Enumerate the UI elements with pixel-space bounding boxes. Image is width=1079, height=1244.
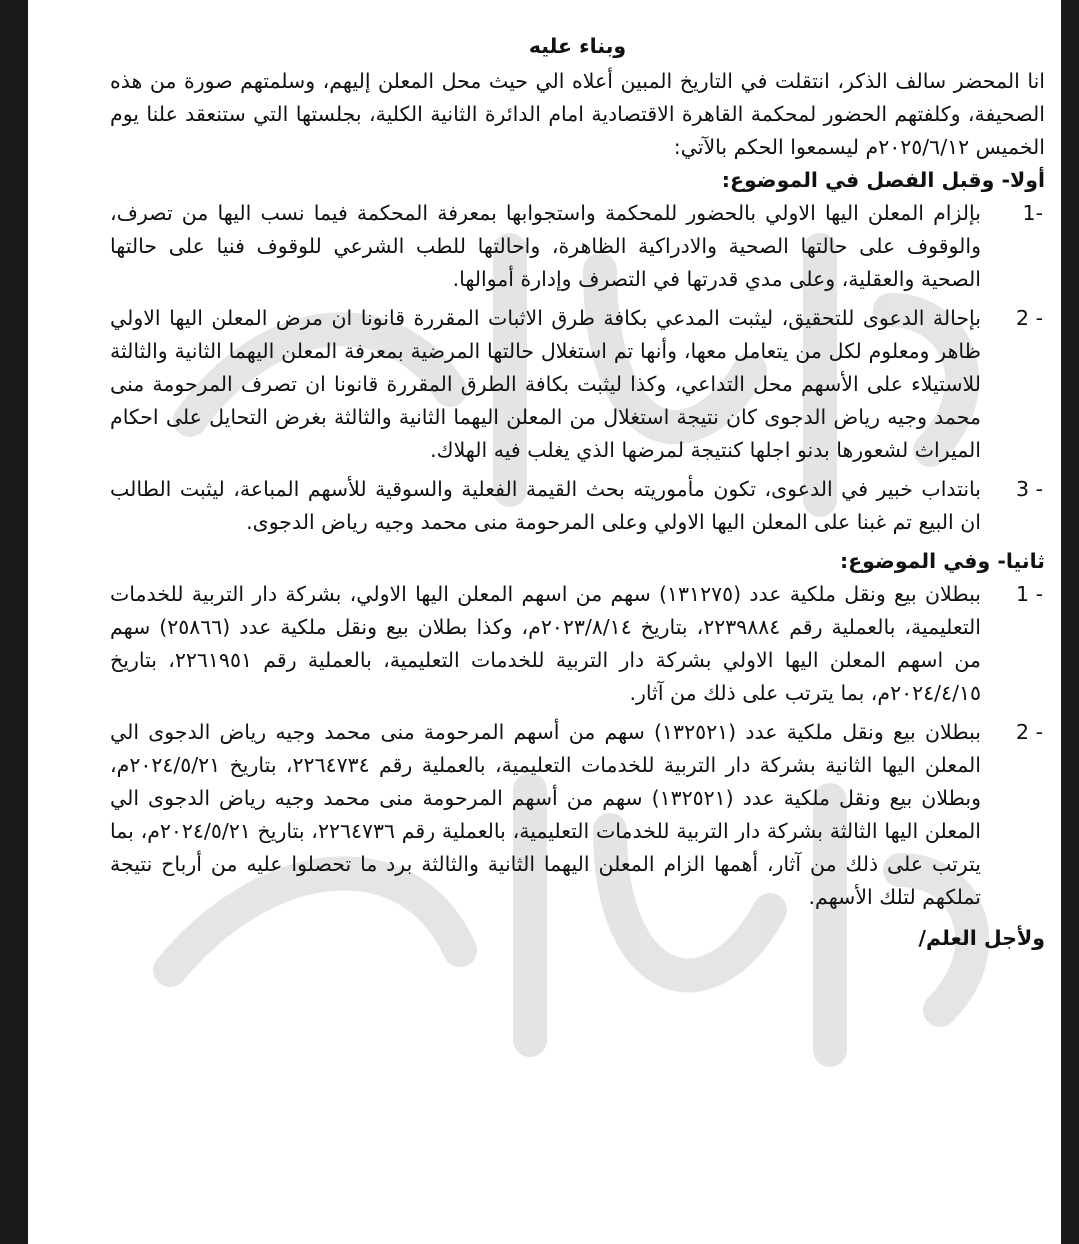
list-item-number: 3 -	[1016, 477, 1043, 501]
list-item-text: بانتداب خبير في الدعوى، تكون مأموريته بحث القيمة الفعلية والسوقية للأسهم المباعة، ليثبت الطالب ان البيع تم غبنا على المعلن اليها الاولي وعلى المرحومة منى محمد وجيه رياض الدجوى.	[110, 477, 981, 534]
right-dark-border	[1061, 0, 1079, 1244]
list-item	[110, 578, 1045, 710]
document-heading: وبناء عليه	[528, 34, 627, 58]
list-item-text: بإلزام المعلن اليها الاولي بالحضور للمحكمة واستجوابها بمعرفة المحكمة فيما نسب اليها من تصرف، والوقوف على حالتها الصحية والادراكية الظاهرة، واحالتها للطب الشرعي للوقوف فنيا على حالتها الصحية والعقلية، وعلى مدي قدرتها في التصرف وإدارة أموالها.	[110, 201, 981, 291]
list-item-text: ببطلان بيع ونقل ملكية عدد (١٣١٢٧٥) سهم من اسهم المعلن اليها الاولي، بشركة دار التربية للخدمات التعليمية، بالعملية رقم ٢٢٣٩٨٨٤، بتاريخ ٢٠٢٣/٨/١٤م، وكذا بطلان بيع ونقل ملكية عدد (٢٥٨٦٦) سهم من اسهم المعلن اليها الاولي بشركة دار التربية للخدمات التعليمية، بالعملية رقم ٢٢٦١٩٥١، بتاريخ ٢٠٢٤/٤/١٥م، بما يترتب على ذلك من آثار.	[110, 582, 982, 705]
list-item	[110, 473, 1045, 539]
list-item	[110, 197, 1045, 296]
list-item	[110, 302, 1045, 467]
list-item-number: 1-	[1022, 201, 1043, 225]
list-item-number: 2 -	[1016, 720, 1043, 744]
intro-paragraph: انا المحضر سالف الذكر، انتقلت في التاريخ المبين أعلاه الي حيث محل المعلن إليهم، وسلمتهم صورة من هذه الصحيفة، وكلفتهم الحضور لمحكمة القاهرة الاقتصادية امام الدائرة الثانية الكلية، بجلستها التي ستنعقد علنا يوم الخميس ٢٠٢٥/٦/١٢م ليسمعوا الحكم بالآتي:	[110, 69, 1045, 159]
document-page	[110, 30, 1045, 976]
left-dark-border	[0, 0, 28, 1244]
list-item-number: 2 -	[1016, 306, 1043, 330]
list-item-number: 1 -	[1016, 582, 1043, 606]
section-title-first: أولا- وقبل الفصل في الموضوع:	[721, 168, 1045, 192]
list-item-text: ببطلان بيع ونقل ملكية عدد (١٣٢٥٢١) سهم من أسهم المرحومة منى محمد وجيه رياض الدجوى الي المعلن اليها الثانية بشركة دار التربية للخدمات التعليمية، بالعملية رقم ٢٢٦٤٧٣٤، بتاريخ ٢٠٢٤/٥/٢١م، وبطلان بيع ونقل ملكية عدد (١٣٢٥٢١) سهم من أسهم المرحومة منى محمد وجيه رياض الدجوى الي المعلن اليها الثالثة بشركة دار التربية للخدمات التعليمية، بالعملية رقم ٢٢٦٤٧٣٦، بتاريخ ٢٠٢٤/٥/٢١م، بما يترتب على ذلك من آثار، أهمها الزام المعلن اليهما الثانية والثالثة برد ما تحصلوا عليه من أرباح نتيجة تملكهم لتلك الأسهم.	[110, 720, 982, 909]
list-item	[110, 716, 1045, 914]
section-title-second: ثانيا- وفي الموضوع:	[839, 549, 1045, 573]
list-item-text: بإحالة الدعوى للتحقيق، ليثبت المدعي بكافة طرق الاثبات المقررة قانونا ان مرض المعلن اليها الاولي ظاهر ومعلوم لكل من يتعامل معها، وأنها تم استغلال حالتها المرضية بمعرفة المعلن اليهما الثانية والثالثة للاستيلاء على الأسهم محل التداعي، وكذا ليثبت بكافة الطرق المقررة قانونا ان تصرف المرحومة منى محمد وجيه رياض الدجوى كان نتيجة استغلال من المعلن اليهما الثانية والثالثة بغرض التحايل على احكام الميراث لشعورها بدنو اجلها كنتيجة لمرضها الذي يغلب فيه الهلاك.	[110, 306, 981, 462]
closing-signature-line: ولأجل العلم/	[918, 926, 1045, 950]
